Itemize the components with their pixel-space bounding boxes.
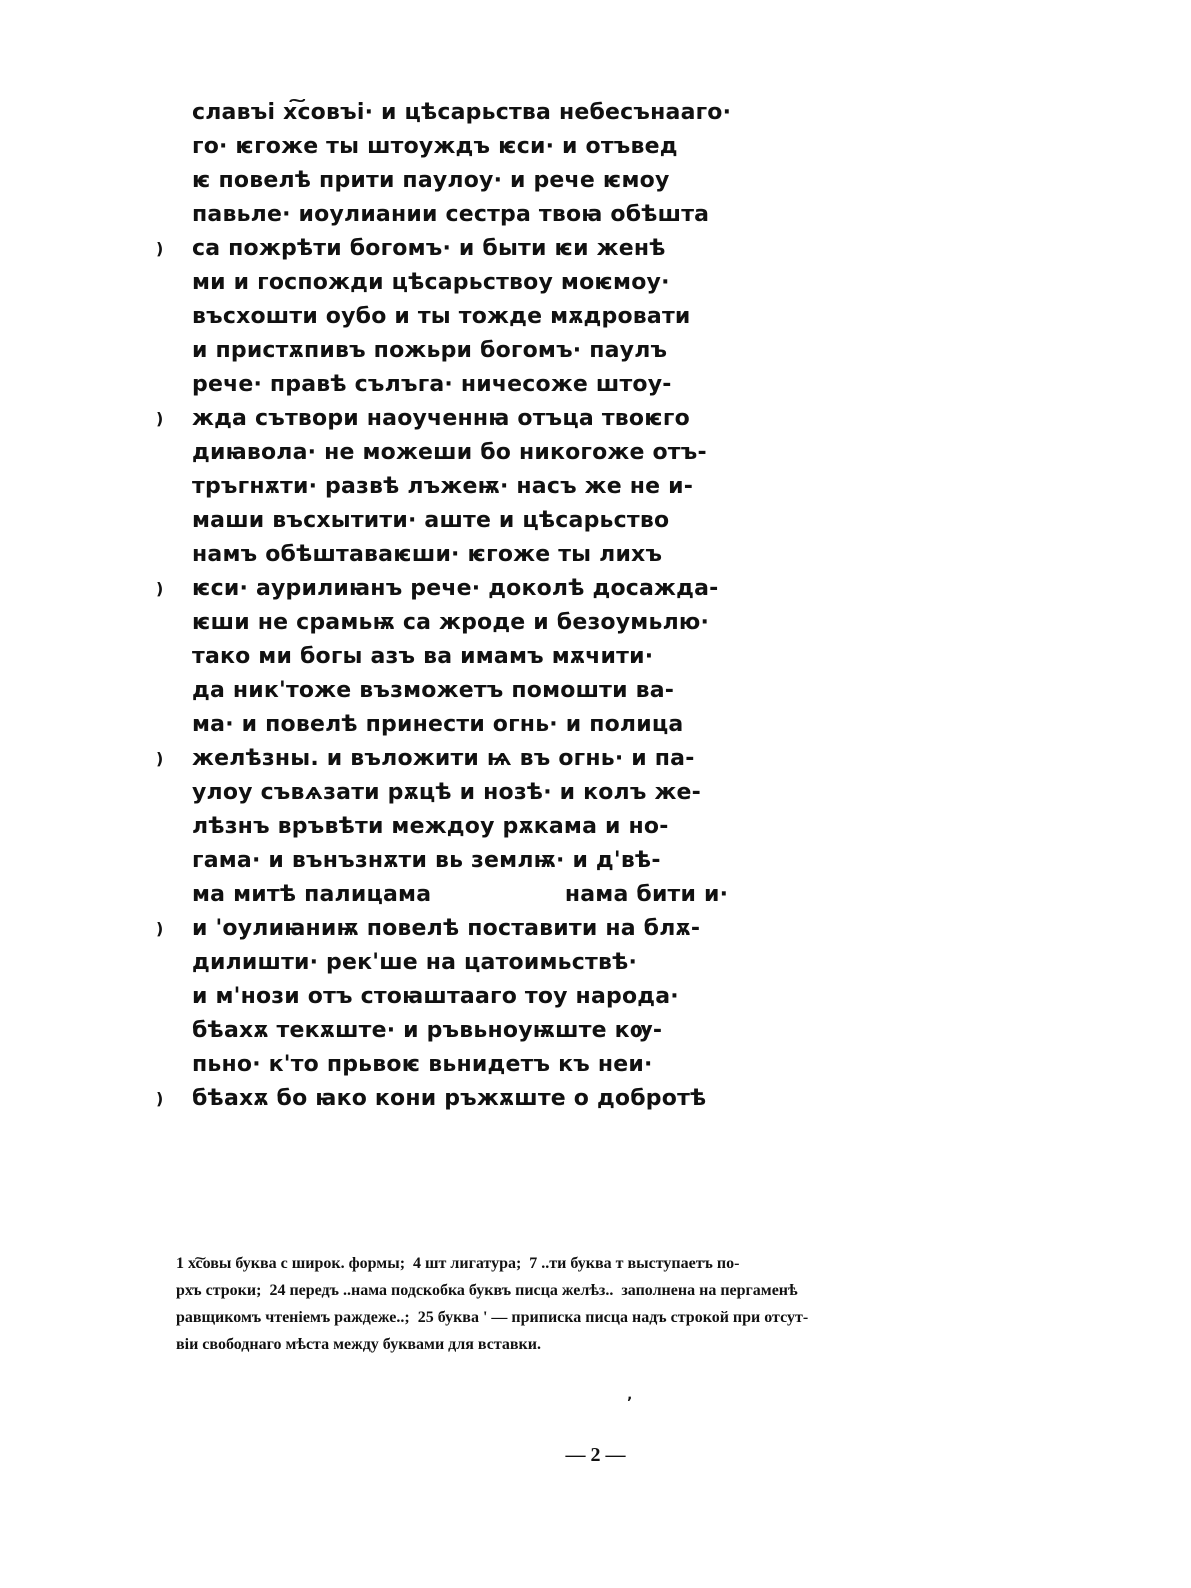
text-line: славъі х͠совъі· и цѣсарьства небесънааго· [192, 100, 732, 125]
text-line: тръгнѫти· развѣ лъжеѭ· насъ же не и- [192, 474, 694, 499]
text-line: ми и госпожди цѣсарьствоу моѥмоу· [192, 270, 670, 295]
margin-line-marker: ) [156, 919, 164, 938]
stray-ink-mark: ʼ [627, 1395, 633, 1411]
footnote-line: 1 х͠совы буква с широк. формы; 4 шт лигатура; 7 ..ти буква т выступаетъ по- [176, 1255, 740, 1272]
text-line: намъ обѣштаваѥши· ѥгоже ты лихъ [192, 542, 663, 567]
text-line: гама· и вънъзнѫти вь землѭ· и д'вѣ- [192, 848, 661, 873]
text-line: ма· и повелѣ принести огнь· и полица [192, 712, 684, 737]
margin-line-marker: ) [156, 409, 164, 428]
text-line: тако ми богы азъ ва имамъ мѫчити· [192, 644, 654, 669]
text-line: ѥ повелѣ прити паулоу· и рече ѥмоу [192, 168, 670, 193]
text-line: бѣахѫ текѫште· и ръвьноуѭште кѹ- [192, 1018, 663, 1043]
text-line: маши въсхытити· аште и цѣсарьство [192, 508, 670, 533]
text-line: въсхошти оубо и ты тожде мѫдровати [192, 304, 691, 329]
text-line: го· ѥгоже ты штоуждъ ѥси· и отъвед [192, 134, 678, 159]
footnote-line: равщикомъ чтенiемъ раждеже..; 25 буква ' — приписка писца надъ строкой при отсут- [176, 1309, 809, 1326]
text-line: и м'нози отъ стоꙗштааго тоу народа· [192, 984, 679, 1009]
footnote-line: вiи свободнаго мѣста между буквами для вставки. [176, 1336, 541, 1353]
text-line: пьно· к'то прьвоѥ вьнидетъ къ неи· [192, 1052, 653, 1077]
text-line: са пожрѣти богомъ· и быти ѥи женѣ [192, 236, 666, 261]
margin-line-marker: ) [156, 749, 164, 768]
text-line: да ник'тоже възможетъ помошти ва- [192, 678, 675, 703]
text-line: ма митѣ палицама нама бити и· [192, 882, 729, 907]
text-line: и пристѫпивъ пожьри богомъ· паулъ [192, 338, 668, 363]
text-line: бѣахѫ бо ꙗко кони ръжѫште о добротѣ [192, 1086, 707, 1111]
text-line: ѥси· аурилиꙗнъ рече· доколѣ досажда- [192, 576, 719, 601]
footnote-line: рхъ строки; 24 передъ ..нама подскобка буквъ писца желѣз.. заполнена на пергаменѣ [176, 1282, 798, 1299]
text-line: улоу съвѧзати рѫцѣ и нозѣ· и колъ же- [192, 780, 701, 805]
text-line: лѣзнъ връвѣти междоу рѫкама и но- [192, 814, 669, 839]
text-line: павьле· иоулиании сестра твоꙗ обѣшта [192, 202, 710, 227]
page-number: — 2 — [565, 1444, 626, 1466]
text-line: и 'оулиꙗниѭ повелѣ поставити на блѫ- [192, 916, 701, 941]
margin-line-marker: ) [156, 239, 164, 258]
text-line: рече· правѣ сълъга· ничесоже штоу- [192, 372, 672, 397]
text-line: жда сътвори наоученнꙗ отъца твоѥго [192, 406, 690, 431]
margin-line-marker: ) [156, 1089, 164, 1108]
text-line: желѣзны. и въложити ѩ въ огнь· и па- [192, 746, 695, 771]
text-line: диꙗвола· не можеши бо никогоже отъ- [192, 440, 707, 465]
text-line: ѥши не срамьѭ са жроде и безоумьлю· [192, 610, 710, 635]
text-line: дилишти· рек'ше на цатоимьствѣ· [192, 950, 638, 975]
margin-line-marker: ) [156, 579, 164, 598]
